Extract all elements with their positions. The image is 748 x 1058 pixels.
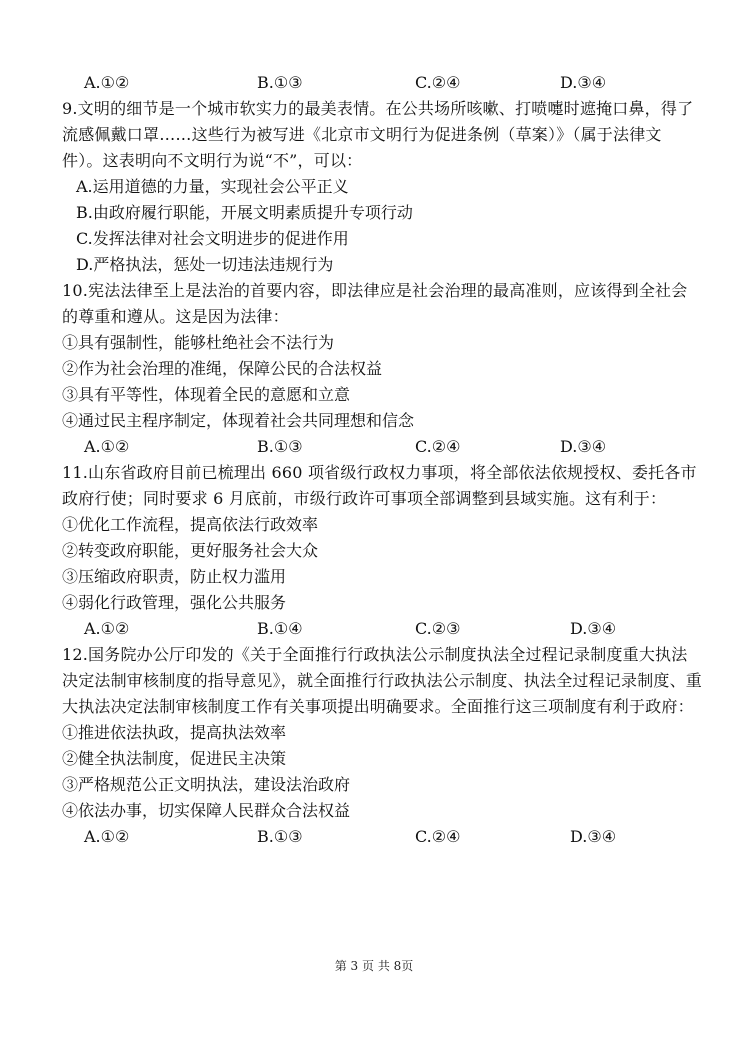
q12-choice-a: A.①② [84,827,130,846]
q9-option-c: C.发挥法律对社会文明进步的促进作用 [76,229,349,248]
q11-choice-d: D.③④ [570,619,617,638]
q10-item-2: ②作为社会治理的准绳，保障公民的合法权益 [62,359,383,378]
q12-choice-d: D.③④ [570,827,617,846]
q12-item-4: ④依法办事，切实保障人民群众合法权益 [62,801,351,820]
q12-choices [62,824,702,850]
q8-choice-a: A.①② [84,73,130,92]
q11-stem: 11.山东省政府目前已梳理出 660 项省级行政权力事项，将全部依法依规授权、委托各市政府行使；同时要求 6 月底前，市级行政许可事项全部调整到县域实施。这有利于： [62,463,697,508]
q8-choice-b: B.①③ [257,73,303,92]
page-footer: 第 3 页 共 8页 [334,959,414,973]
q11-choices [62,616,702,642]
q10-item-4: ④通过民主程序制定，体现着社会共同理想和信念 [62,411,415,430]
q10-item-3: ③具有平等性，体现着全民的意愿和立意 [62,385,351,404]
q8-choices [62,70,702,96]
q10-choice-c: C.②④ [415,437,461,456]
q12-item-1: ①推进依法执政，提高执法效率 [62,723,287,742]
q9-option-d: D.严格执法，惩处一切违法违规行为 [76,255,334,274]
q12-item-3: ③严格规范公正文明执法，建设法治政府 [62,775,351,794]
q12-item-2: ②健全执法制度，促进民主决策 [62,749,287,768]
q12-choice-c: C.②④ [415,827,461,846]
q8-choice-c: C.②④ [415,73,461,92]
q8-choice-d: D.③④ [560,73,607,92]
q11-item-1: ①优化工作流程，提高依法行政效率 [62,515,319,534]
q9-option-b: B.由政府履行职能，开展文明素质提升专项行动 [76,203,413,222]
q9-option-a: A.运用道德的力量，实现社会公平正义 [76,177,349,196]
q9-stem: 9.文明的细节是一个城市软实力的最美表情。在公共场所咳嗽、打喷嚏时遮掩口鼻，得了流感佩戴口罩……这些行为被写进《北京市文明行为促进条例（草案）》（属于法律文件）。这表明向不文明行为说“不”，可以： [62,99,694,170]
q11-choice-c: C.②③ [415,619,461,638]
q10-choices [62,434,702,460]
q10-choice-d: D.③④ [560,437,607,456]
exam-page [62,70,702,850]
q12-stem: 12.国务院办公厅印发的《关于全面推行行政执法公示制度执法全过程记录制度重大执法决定法制审核制度的指导意见》，就全面推行行政执法公示制度、执法全过程记录制度、重大执法决定法制审核制度工作有关事项提出明确要求。全面推行这三项制度有利于政府： [62,645,703,716]
q11-item-3: ③压缩政府职责，防止权力滥用 [62,567,287,586]
q11-choice-a: A.①② [84,619,130,638]
q10-item-1: ①具有强制性，能够杜绝社会不法行为 [62,333,335,352]
q11-item-2: ②转变政府职能，更好服务社会大众 [62,541,319,560]
q10-stem: 10.宪法法律至上是法治的首要内容，即法律应是社会治理的最高准则，应该得到全社会的尊重和遵从。这是因为法律： [62,281,688,326]
q10-choice-b: B.①③ [257,437,303,456]
q10-choice-a: A.①② [84,437,130,456]
q11-choice-b: B.①④ [257,619,303,638]
q11-item-4: ④弱化行政管理，强化公共服务 [62,593,287,612]
q12-choice-b: B.①③ [257,827,303,846]
